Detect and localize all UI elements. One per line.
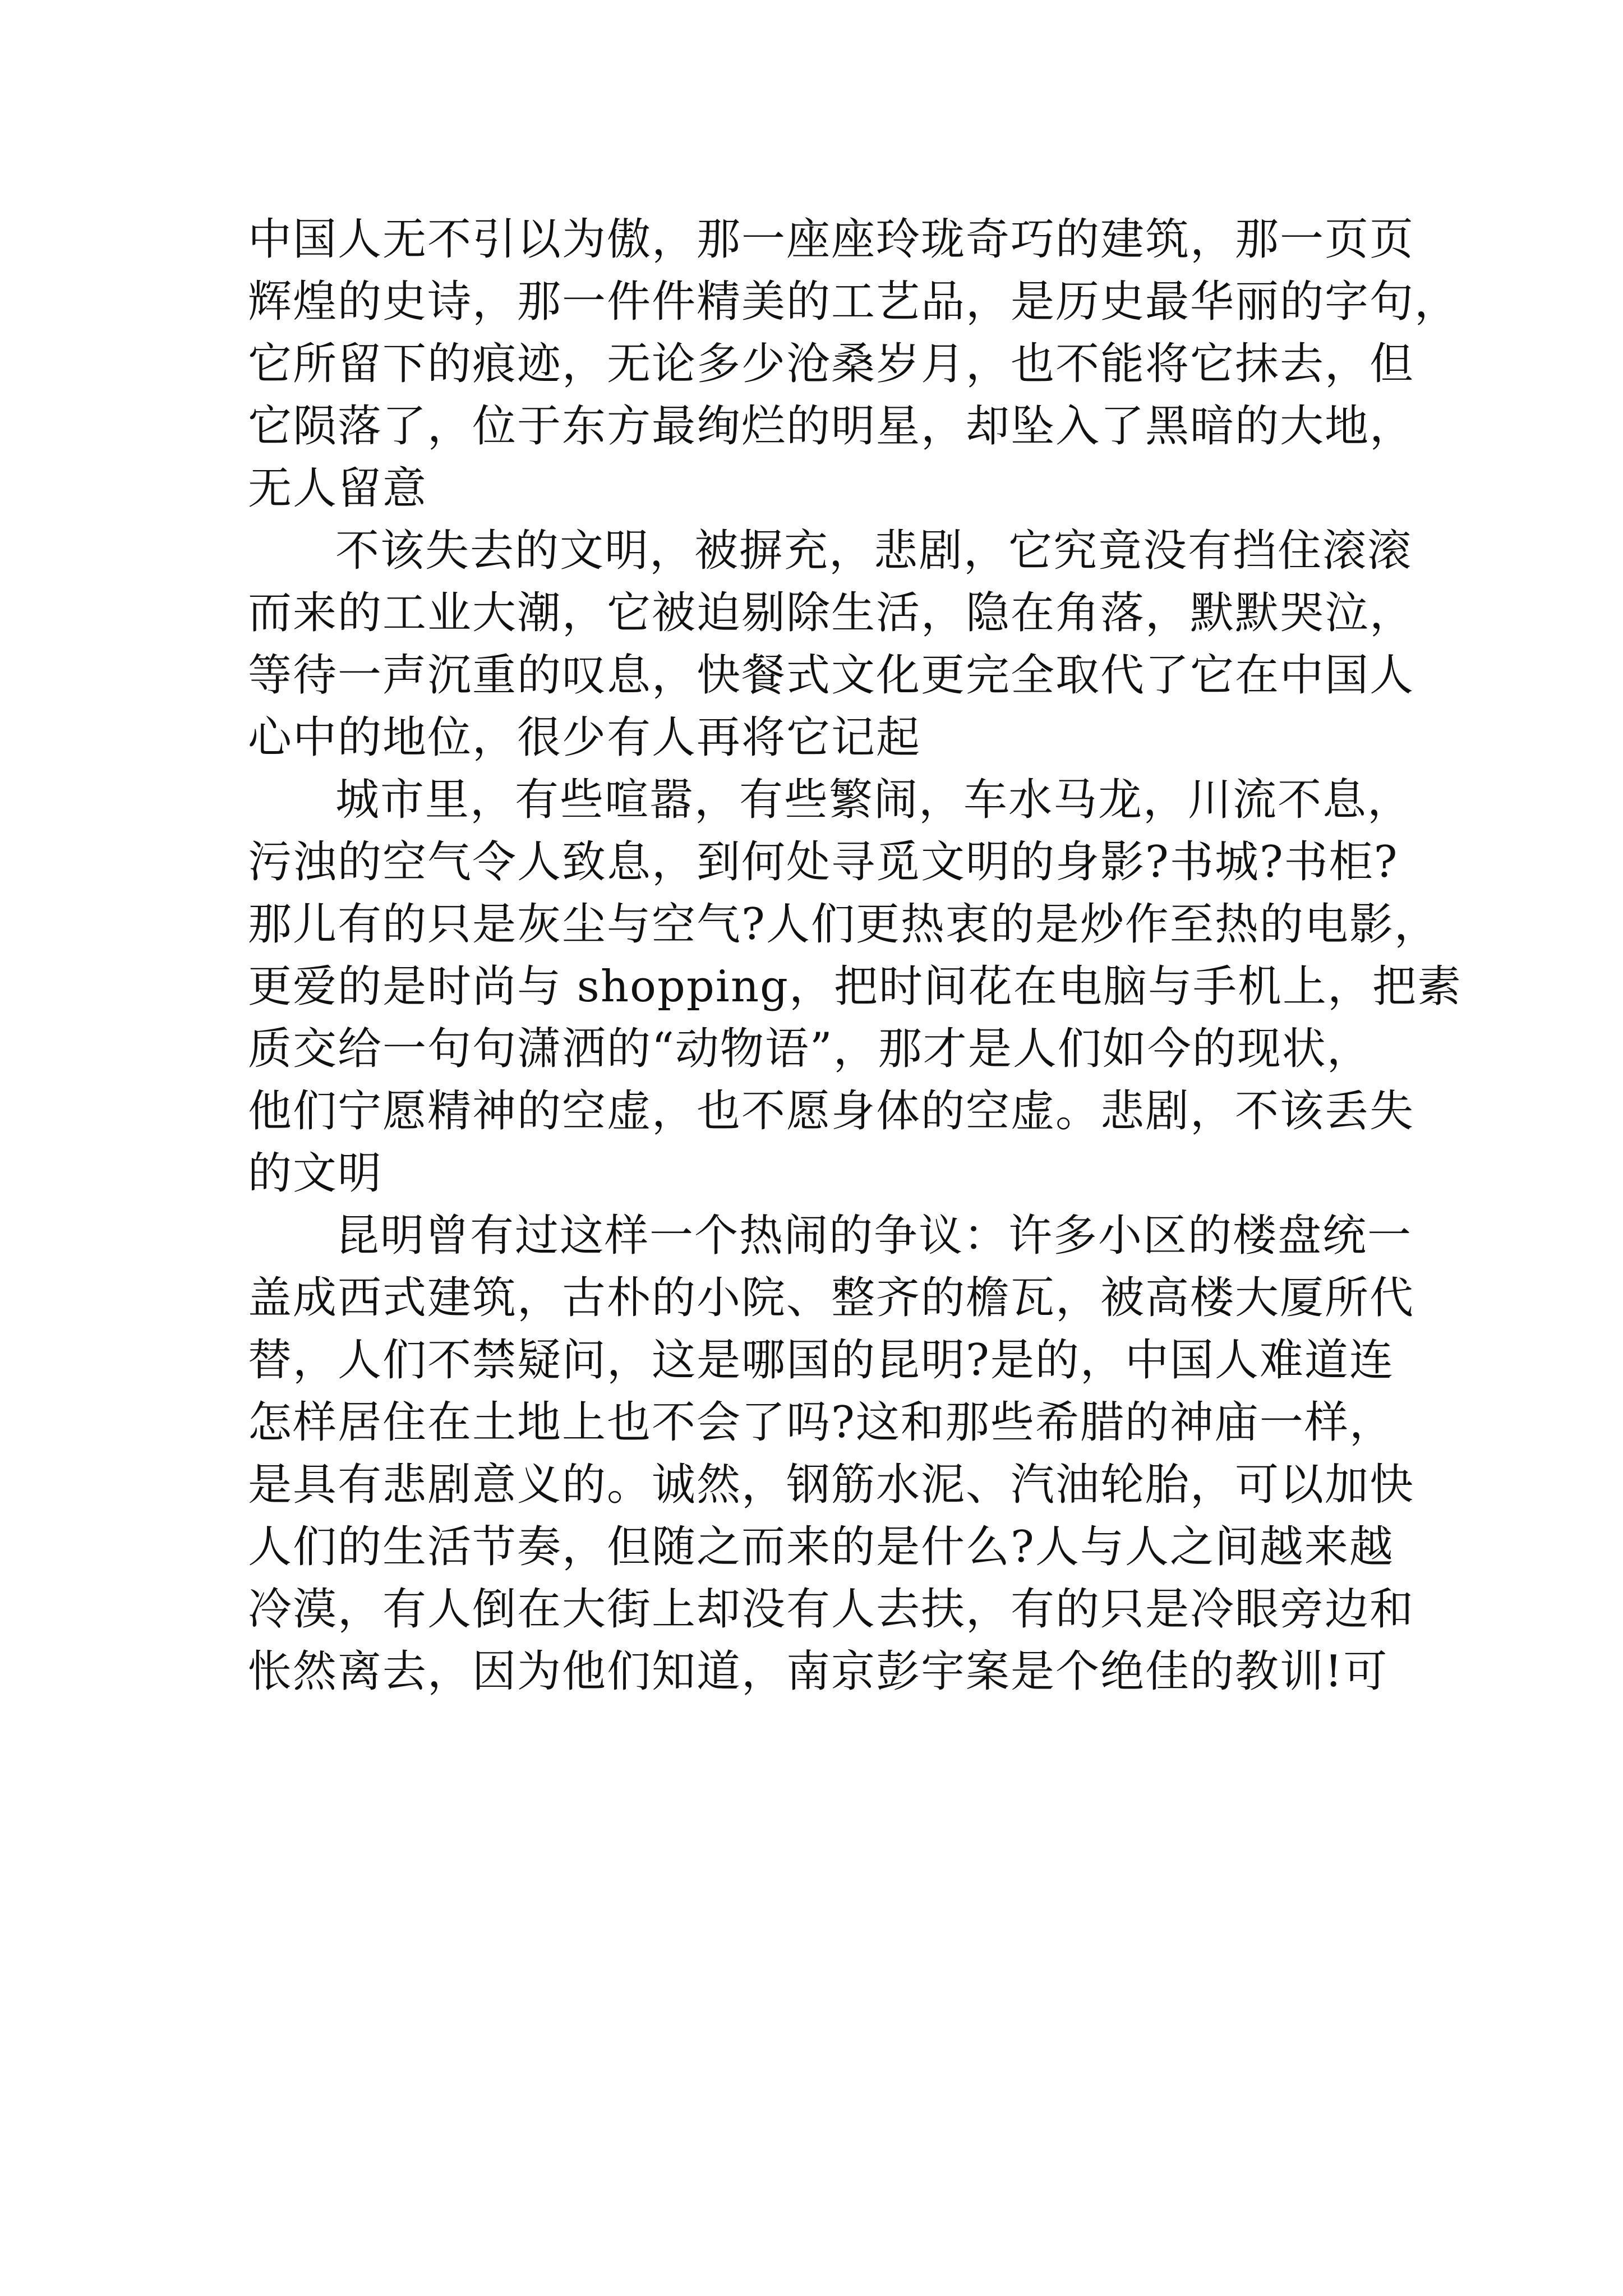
text-line: 怎样居住在土地上也不会了吗?这和那些希腊的神庙一样， — [248, 1397, 1394, 1448]
text-line: 无人留意 — [248, 463, 428, 514]
document-body — [248, 209, 1462, 1703]
text-line: 不该失去的文明，被摒充，悲剧，它究竟没有挡住滚滚 — [335, 526, 1413, 576]
paragraph-4 — [248, 1205, 1415, 1703]
text-line: 他们宁愿精神的空虚，也不愿身体的空虚。悲剧，不该丢失 — [248, 1086, 1415, 1137]
text-line: 的文明 — [248, 1148, 383, 1199]
text-line: 心中的地位，很少有人再将它记起 — [248, 712, 921, 763]
text-line: 替，人们不禁疑问，这是哪国的昆明?是的，中国人难道连 — [248, 1335, 1394, 1386]
text-line: 冷漠，有人倒在大街上却没有人去扶，有的只是冷眼旁边和 — [248, 1584, 1415, 1635]
text-line: 是具有悲剧意义的。诚然，钢筋水泥、汽油轮胎，可以加快 — [248, 1460, 1415, 1510]
text-line: 它陨落了，位于东方最绚烂的明星，却坠入了黑暗的大地， — [248, 401, 1415, 452]
text-line: 中国人无不引以为傲，那一座座玲珑奇巧的建筑，那一页页 — [248, 214, 1415, 265]
paragraph-3 — [248, 769, 1462, 1205]
text-line: 怅然离去，因为他们知道，南京彭宇案是个绝佳的教训!可 — [248, 1646, 1389, 1697]
text-line: 更爱的是时尚与 shopping，把时间花在电脑与手机上，把素 — [248, 961, 1462, 1012]
text-line: 而来的工业大潮，它被迫剔除生活，隐在角落，默默哭泣， — [248, 588, 1415, 638]
text-line: 污浊的空气令人致息，到何处寻觅文明的身影?书城?书柜? — [248, 837, 1399, 887]
text-line: 盖成西式建筑，古朴的小院、整齐的檐瓦，被高楼大厦所代 — [248, 1273, 1415, 1323]
text-line: 等待一声沉重的叹息，快餐式文化更完全取代了它在中国人 — [248, 650, 1415, 701]
text-line: 辉煌的史诗，那一件件精美的工艺品，是历史最华丽的字句， — [248, 277, 1460, 327]
text-line: 它所留下的痕迹，无论多少沧桑岁月，也不能将它抹去，但 — [248, 339, 1415, 389]
text-line: 城市里，有些喧嚣，有些繁闹，车水马龙，川流不息， — [335, 775, 1413, 825]
text-line: 质交给一句句潇洒的“动物语”，那才是人们如今的现状， — [248, 1024, 1372, 1074]
paragraph-1 — [248, 209, 1460, 520]
paragraph-2 — [248, 520, 1415, 769]
text-line: 人们的生活节奏，但随之而来的是什么?人与人之间越来越 — [248, 1522, 1394, 1572]
text-line: 那儿有的只是灰尘与空气?人们更热衷的是炒作至热的电影， — [248, 899, 1439, 950]
text-line: 昆明曾有过这样一个热闹的争议：许多小区的楼盘统一 — [335, 1211, 1413, 1261]
